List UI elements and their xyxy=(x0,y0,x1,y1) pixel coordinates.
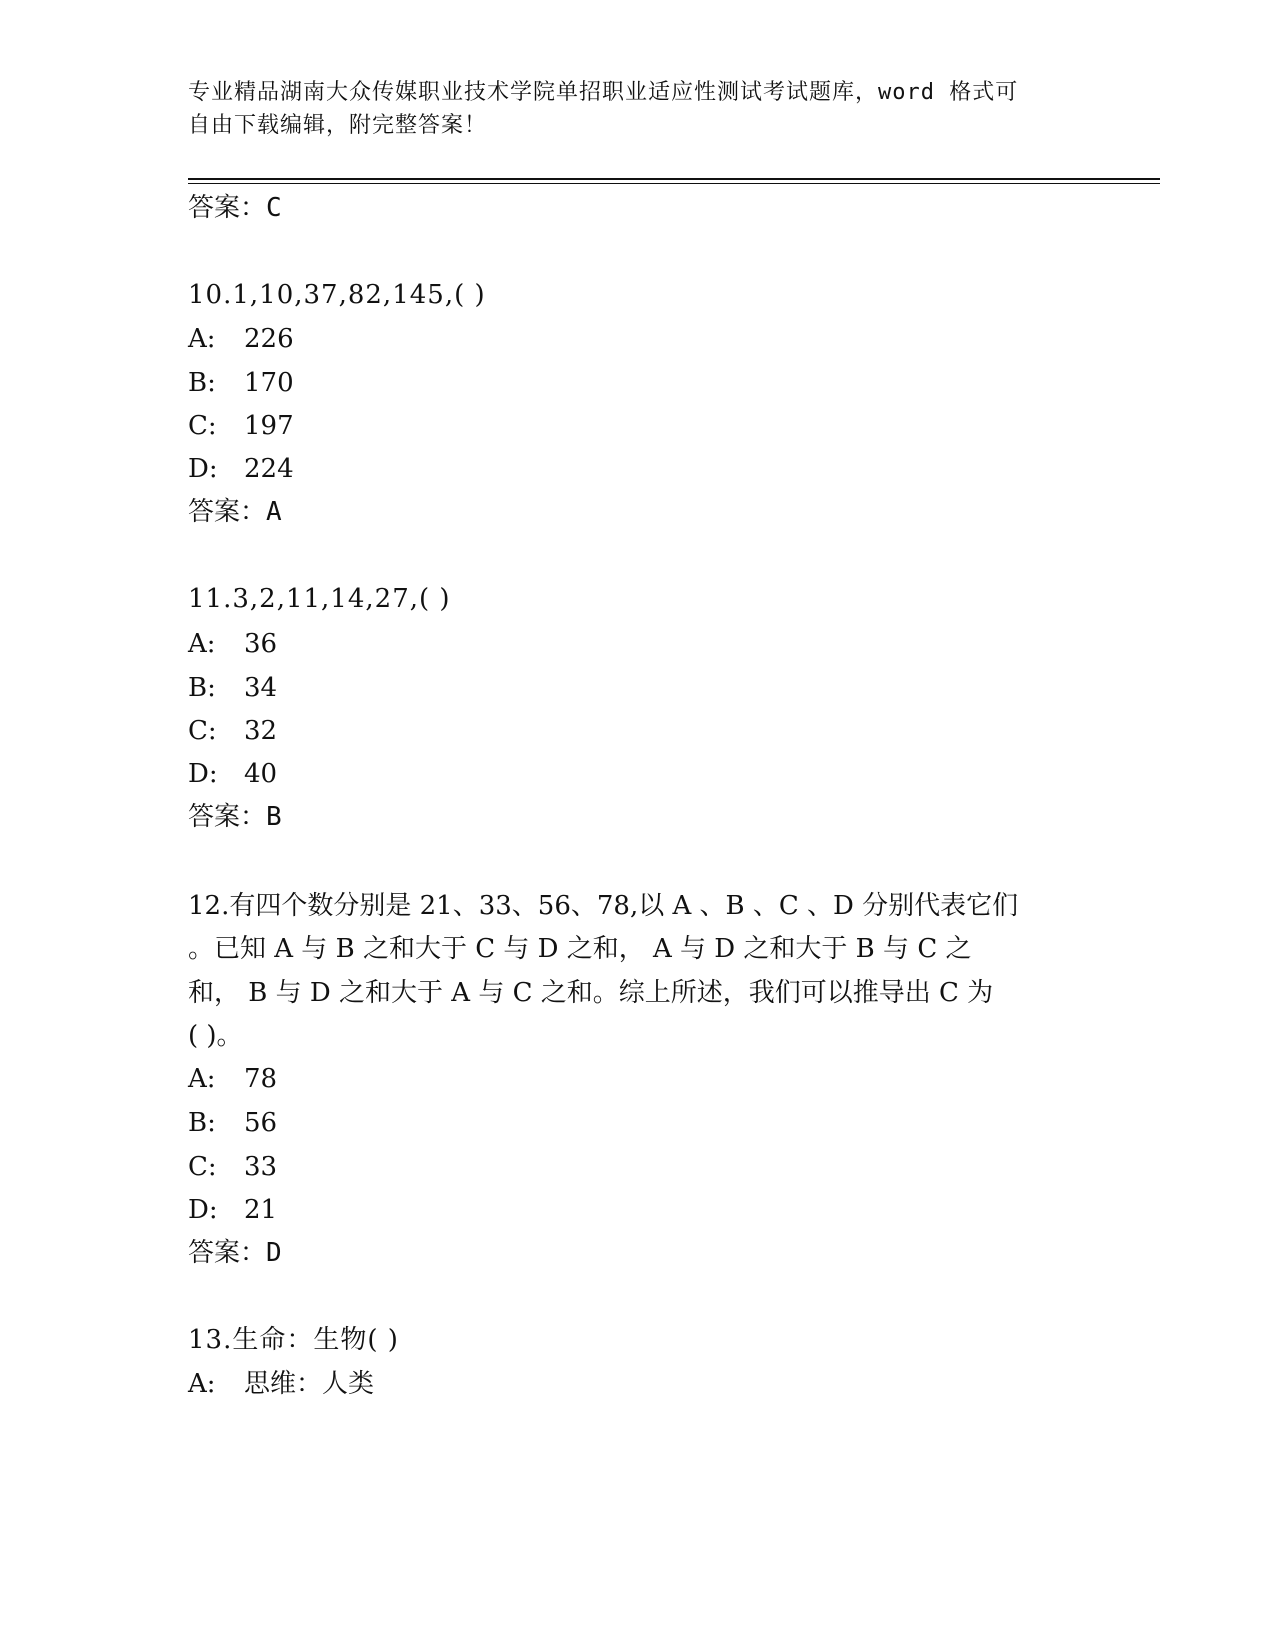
question-12-option-b: B: 56 xyxy=(188,1108,278,1138)
question-10-option-d: D: 224 xyxy=(188,454,294,484)
question-12-stem-line-4: ( )。 xyxy=(188,1021,243,1051)
question-10-option-b: B: 170 xyxy=(188,368,294,398)
header-line-2: 自由下载编辑，附完整答案！ xyxy=(188,113,488,138)
question-11-option-a: A: 36 xyxy=(188,629,278,659)
question-11-option-c: C: 32 xyxy=(188,716,278,746)
question-11-option-b: B: 34 xyxy=(188,673,278,703)
question-10-option-a: A: 226 xyxy=(188,324,294,354)
question-11-answer: 答案：B xyxy=(188,802,282,832)
question-10-stem: 10.1,10,37,82,145,( ) xyxy=(188,280,486,310)
question-12-option-d: D: 21 xyxy=(188,1195,278,1225)
question-12-stem-line-3: 和， B 与 D 之和大于 A 与 C 之和。综上所述，我们可以推导出 C 为 xyxy=(188,978,994,1008)
question-12-option-c: C: 33 xyxy=(188,1152,278,1182)
header-rule-thin xyxy=(188,183,1160,184)
question-11-stem: 11.3,2,11,14,27,( ) xyxy=(188,584,451,614)
question-12-answer: 答案：D xyxy=(188,1238,282,1268)
question-11-option-d: D: 40 xyxy=(188,759,278,789)
question-12-stem-line-1: 12.有四个数分别是 21、33、56、78,以 A 、B 、C 、D 分别代表它们 xyxy=(188,891,1019,921)
answer-line: 答案：C xyxy=(188,193,282,223)
question-13-option-a: A: 思维：人类 xyxy=(188,1369,375,1399)
question-12-option-a: A: 78 xyxy=(188,1064,278,1094)
question-10-option-c: C: 197 xyxy=(188,411,294,441)
header-rule-thick xyxy=(188,178,1160,180)
question-10-answer: 答案：A xyxy=(188,497,282,527)
question-13-stem: 13.生命：生物( ) xyxy=(188,1325,399,1355)
document-header xyxy=(188,76,1088,142)
question-12-stem-line-2: 。已知 A 与 B 之和大于 C 与 D 之和， A 与 D 之和大于 B 与 C 之 xyxy=(188,934,972,964)
header-line-1: 专业精品湖南大众传媒职业技术学院单招职业适应性测试考试题库，word 格式可 xyxy=(188,80,1019,105)
